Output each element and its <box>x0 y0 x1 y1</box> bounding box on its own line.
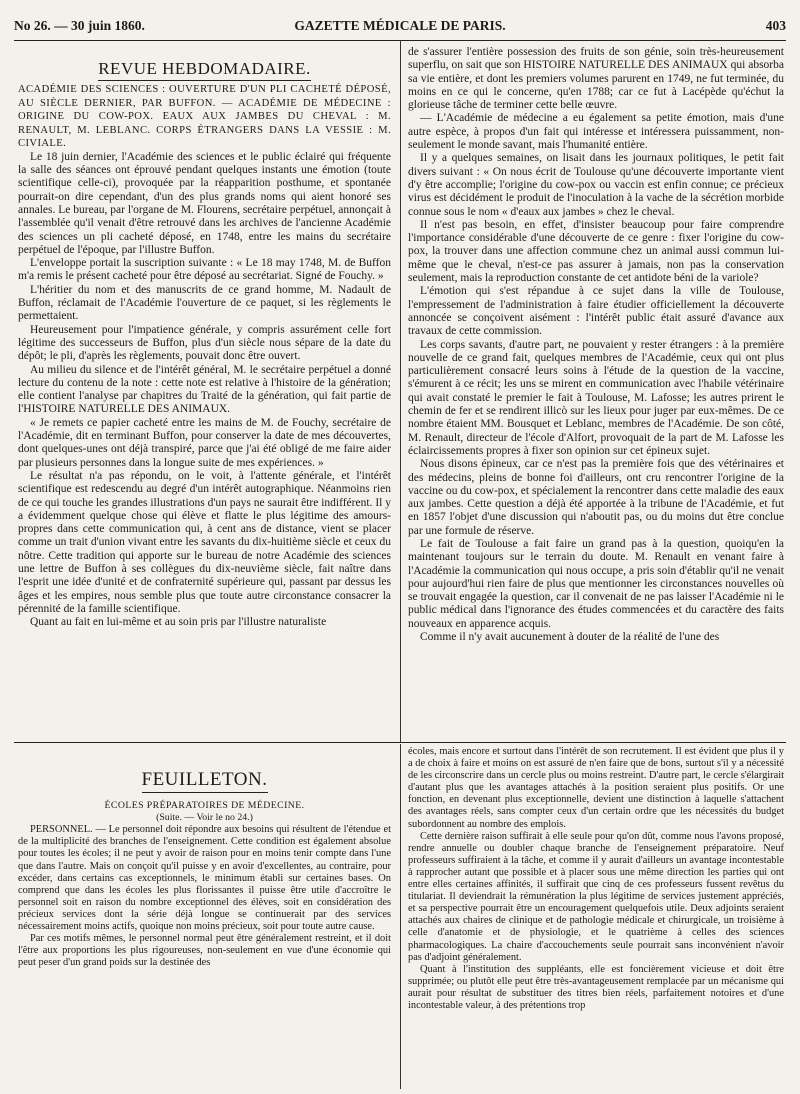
running-header <box>14 18 786 38</box>
paragraph: Comme il n'y avait aucunement à douter de la réalité de l'une des <box>420 631 720 644</box>
paragraph: — L'Académie de médecine a eu également sa petite émotion, mais d'une autre espèce, à propos d'un fait qui intéresse et intéressera puissamment, non-seulement le monde savant, mais l'humanité entière. <box>408 112 784 152</box>
page-number: 403 <box>765 18 786 33</box>
paragraph: L'enveloppe portait la suscription suivante : « Le 18 may 1748, M. de Buffon m'a remis le présent cacheté pour être déposé au secrétariat. Signé de Fouchy. » <box>18 257 391 283</box>
feuilleton-subtitle: ÉCOLES PRÉPARATOIRES DE MÉDECINE. <box>104 800 305 812</box>
paragraph: écoles, mais encore et surtout dans l'intérêt de son recrutement. Il est évident que plus il y a de choix à faire et moins on est assuré de n'en faire que de bons, surtout s'il y a nécessité de les circonscrire dans un cercle plus ou moins restreint. D'autre part, le cercle s'élargirait d'autant plus que les avantages attachés à la position seraient plus positifs. Or une fonction, en devenant plus exceptionnelle, devient une distinction à laquelle s'attachent des avantages réels, sans compter ceux d'un certain ordre que les nécessités du budget subordonnent au nombre des emplois. <box>408 746 784 830</box>
paragraph: Au milieu du silence et de l'intérêt général, M. le secrétaire perpétuel a donné lecture du contenu de la note : cette note est relative à l'histoire de la génération; elle contient l'analyse par chapitres du Traité de la génération, qui fait partie de l'HISTOIRE NATURELLE DES ANIMAUX. <box>18 363 391 416</box>
paragraph: L'émotion qui s'est répandue à ce sujet dans la ville de Toulouse, l'empressement de l'administration à faire étudier officiellement la découverte annoncée se conçoivent aisément : l'intérêt public était assuré d'avance aux travaux de cette commission. <box>408 285 784 338</box>
paragraph: Le résultat n'a pas répondu, on le voit, à l'attente générale, et l'intérêt scientifique est redescendu au degré d'un intérêt autographique. Néanmoins rien de ce qui touche les grandes illustrations d'un pays ne saurait être indifférent. Il y a évidemment quelque chose qui élève et flatte le plus légitime des amours-propres dans cette communication qui, à cent ans de distance, vient se placer comme un trait d'union vivant entre les savants du dix-huitième siècle et ceux du nôtre. Cette tradition qui apporte sur le bureau de notre Académie des sciences une lettre de Buffon à ses collègues du dix-neuvième siècle, fait naître dans l'esprit une idée d'unité et de confraternité supérieure qui, passant par dessus les âges et les empires, nous semble plus que toute autre circonstance consacrer la pérennité de la famille scientifique. <box>18 469 391 615</box>
paragraph: Quant à l'institution des suppléants, elle est foncièrement vicieuse et doit être supprimée; ou plutôt elle peut être très-avantageusement remplacée par un mécanisme qui aurait pour résultat de substituer des titres bien réels, parfaitement notoires et d'une incontestable valeur, à des prétentions trop <box>408 963 784 1011</box>
revue-summary: ACADÉMIE DES SCIENCES : OUVERTURE D'UN PLI CACHETÉ DÉPOSÉ, AU SIÈCLE DERNIER, PAR BUFFON. — ACADÉMIE DE MÉDECINE : ORIGINE DU COW-POX. EAUX AUX JAMBES DU CHEVAL : M. RENAULT, M. LEBLANC. CORPS ÉTRANGERS DANS LA VESSIE : M. CIVIALE. <box>18 84 391 150</box>
paragraph: de s'assurer l'entière possession des fruits de son génie, soin très-heureusement superflu, on sait que son HISTOIRE NATURELLE DES ANIMAUX qui absorba sa vie entière, et dont les premiers volumes parurent en 1749, ne fut terminée, du moins en ce qui le concerne, qu'en 1788; car ce fut à Lacépède qu'échut la glorieuse tâche de terminer cette belle œuvre. <box>408 46 784 112</box>
feuilleton-column-left <box>18 760 391 1090</box>
paragraph: Quant au fait en lui-même et au soin pris par l'illustre naturaliste <box>30 616 327 629</box>
paragraph: Heureusement pour l'impatience générale, y compris assurément celle fort légitime des successeurs de Buffon, plus d'un siècle nous sépare de la date du dépôt; le pli, d'après les règlements, pouvait donc être ouvert. <box>18 323 391 363</box>
journal-title: GAZETTE MÉDICALE DE PARIS. <box>294 18 506 33</box>
column-divider-bottom <box>400 744 401 1089</box>
paragraph: L'héritier du nom et des manuscrits de ce grand homme, M. Nadault de Buffon, réclamait de l'Académie l'ouverture de ce paquet, si les règlements le permettaient. <box>18 283 391 323</box>
feuilleton-title: FEUILLETON. <box>18 774 391 786</box>
revue-column-left <box>18 62 391 740</box>
paragraph: Le 18 juin dernier, l'Académie des sciences et le public éclairé qui fréquente la salle des séances ont éprouvé pendant quelques instants une émotion (toute scientifique celle-ci), provoquée par la réapparition posthume, et spontanée pourrait-on dire cependant, d'un des plus grands noms qui aient honoré ses annales. Le bureau, par l'organe de M. Flourens, secrétaire perpétuel, annonçait à l'assemblée qu'il venait d'être retrouvé dans les archives de l'ancienne Académie des sciences un pli cacheté déposé, en 1748, entre les mains du secrétaire perpétuel de l'époque, par l'illustre Buffon. <box>18 150 391 256</box>
paragraph: Il y a quelques semaines, on lisait dans les journaux politiques, le petit fait divers suivant : « On nous écrit de Toulouse qu'une découverte importante vient d'y être accomplie; l'origine du cow-pox ou vaccin est enfin connue; ce précieux virus est décidément le produit de l'inoculation à la vache de la sécrétion morbide connue sous le nom « d'eaux aux jambes » chez le cheval. <box>408 152 784 218</box>
paragraph: Les corps savants, d'autre part, ne pouvaient y rester étrangers : à la première nouvelle de ce grand fait, quelques membres de l'Académie, ceux qui ont plus particulièrement consacré leurs soins à l'étude de la question de la vaccine, s'émurent à ce récit; les uns se mirent en communication avec l'habile vétérinaire qui avait constaté le premier le fait à Toulouse, M. Lafosse; les autres prirent le chemin de fer et se rendirent illicò sur les lieux pour juger par eux-mêmes. De ce nombre étaient MM. Bousquet et Leblanc, membres de l'Académie. De son côté, M. Renault, directeur de l'école d'Alfort, provoquait de la part de M. Lafosse les éclaircissements propres à fixer son opinion sur cet épineux sujet. <box>408 338 784 457</box>
column-divider-top <box>400 40 401 742</box>
feuilleton-rule <box>14 742 786 743</box>
paragraph: Nous disons épineux, car ce n'est pas la première fois que des vétérinaires et des médecins, pleins de bonne foi d'ailleurs, ont cru rencontrer l'origine de la vaccine ou du cow-pox, et spécialement la rencontrer dans cette maladie des eaux aux jambes. Cette question a déjà été apportée à la tribune de l'Académie, et fut en 1857 l'objet d'une discussion qui n'aboutit pas, ou du moins dut être conclue par une formule de réserve. <box>408 458 784 537</box>
revue-title: REVUE HEBDOMADAIRE. <box>18 62 391 75</box>
paragraph: Par ces motifs mêmes, le personnel normal peut être généralement restreint, et il doit l'être aux proportions les plus rigoureuses, non-seulement en vue d'une économie qui peut peser d'un grand poids sur la destinée des <box>18 933 391 969</box>
paragraph: Cette dernière raison suffirait à elle seule pour qu'on dût, comme nous l'avons proposé, rendre annuelle ou doubler chaque branche de l'enseignement préparatoire. Neuf professeurs suffiraient à la tâche, et comme il y aurait d'ailleurs un avantage incontestable à rapprocher autant que possible et à placer sous une même direction les parties qui ont entre elles certaines affinités, il suffirait que cinq de ces professeurs fussent revêtus du titulariat. Il deviendrait la rémunération la plus légitime de services justement appréciés, et sa perspective pourrait être un encouragement quelquefois utile. Deux adjoints seraient attachés aux chaires de clinique et de pathologie médicale et chirurgicale, un troisième à celle d'anatomie et de physiologie, et le quatrième à celles des sciences pharmacologiques. La chaire d'accouchements seule pourrait sans inconvénient n'avoir pas d'adjoint généralement. <box>408 830 784 963</box>
paragraph: PERSONNEL. — Le personnel doit répondre aux besoins qui résultent de l'étendue et de la multiplicité des branches de l'enseignement. Cette condition est également absolue pour toutes les écoles; il ne peut y avoir de raison pour en moins tenir compte dans l'une que dans l'autre. Mais on conçoit qu'il puisse y en avoir d'excellentes, au contraire, pour excéder, dans certains cas exceptionnels, le minimum établi sur certaines bases. On comprend que dans les écoles les plus florissantes il puisse être utile d'accroître le personnel soit en raison du nombre exceptionnel des élèves, soit en considération des précieux services dont la série déjà longue se continuerait par des services nécessairement moins actifs, quoique non moins précieux, soit pour toute autre cause. <box>18 824 391 933</box>
paragraph: Le fait de Toulouse a fait faire un grand pas à la question, quoiqu'en la maintenant toujours sur le terrain du doute. M. Renault en venant faire à l'Académie la communication qui nous occupe, a pris soin d'établir qu'il ne venait pour aujourd'hui rien faire de plus que mentionner les circonstances nouvelles où se trouvait engagée la question, car il convenait de ne pas laisser l'Académie ni le public médical dans l'ignorance des études commencées et du caractère des faits nouveaux en apparence acquis. <box>408 537 784 630</box>
paragraph: « Je remets ce papier cacheté entre les mains de M. de Fouchy, secrétaire de l'Académie, dit en terminant Buffon, pour conserver la date de mes découvertes, dont quelques-unes ont déjà transpiré, parce que j'ai été obligé de me faire aider par plusieurs personnes dans la longue suite de mes expériences. » <box>18 416 391 469</box>
feuilleton-suite-note: (Suite. — Voir le no 24.) <box>156 812 253 824</box>
feuilleton-column-right <box>408 746 784 1090</box>
issue-number: No 26. — 30 juin 1860. <box>14 18 145 33</box>
revue-column-right <box>408 46 784 740</box>
paragraph: Il n'est pas besoin, en effet, d'insister beaucoup pour faire comprendre l'importance considérable d'une découverte de ce genre : fixer l'origine du cow-pox, la trouver dans une affection commune chez un animal aussi commun lui-même que le cheval, n'est-ce pas assurer à jamais, non pas la conservation seulement, mais la reproduction constante de cet antidote béni de la variole? <box>408 218 784 285</box>
